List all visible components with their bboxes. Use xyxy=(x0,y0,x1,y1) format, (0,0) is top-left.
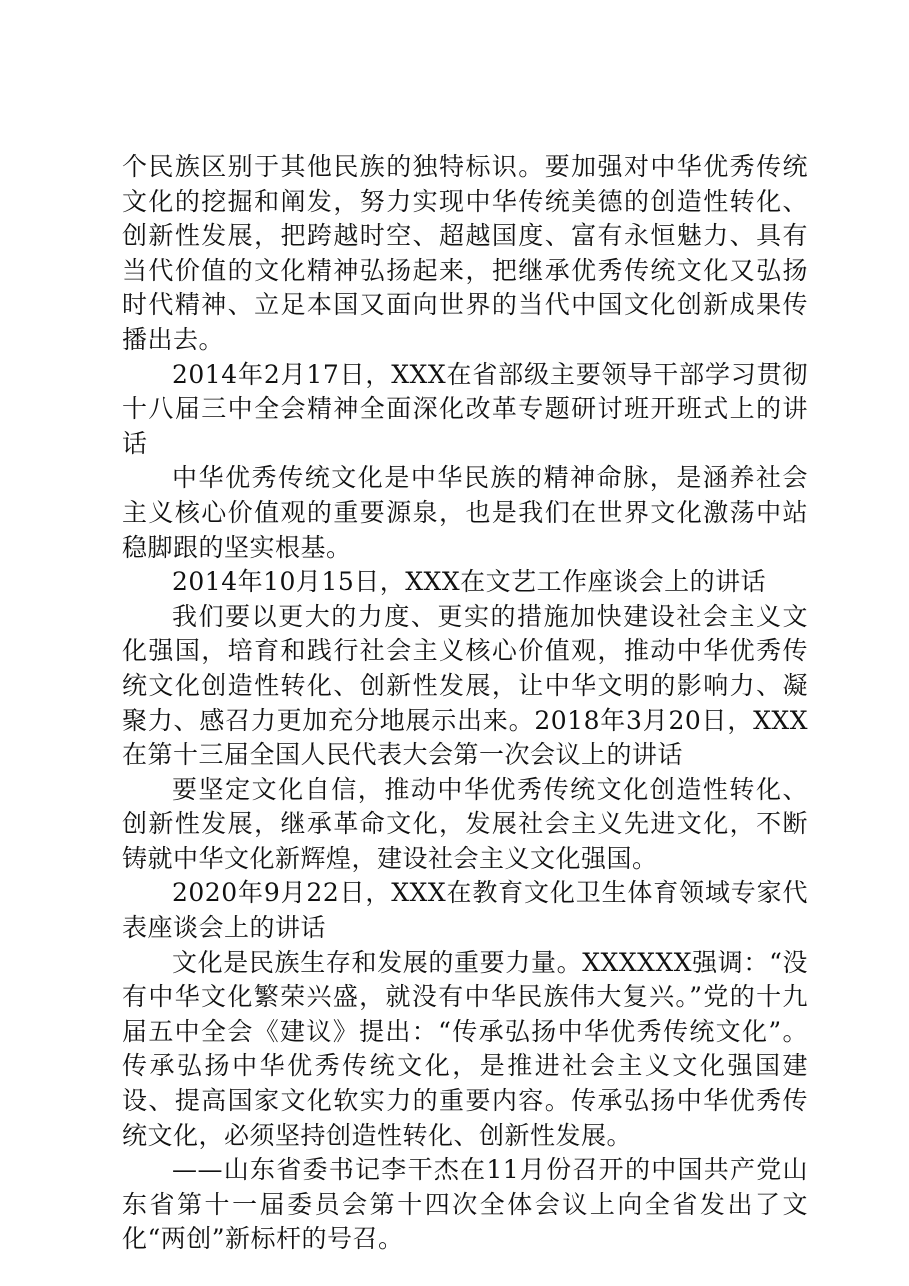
paragraph-3: 中华优秀传统文化是中华民族的精神命脉，是涵养社会主义核心价值观的重要源泉，也是我们在世界文化激荡中站稳脚跟的坚实根基。 xyxy=(122,463,808,562)
paragraph-7: 2020年9月22日，XXX在教育文化卫生体育领域专家代表座谈会上的讲话 xyxy=(122,878,808,943)
paragraph-6: 要坚定文化自信，推动中华优秀传统文化创造性转化、创新性发展，继承革命文化，发展社会主义先进文化，不断铸就中华文化新辉煌，建设社会主义文化强国。 xyxy=(122,774,808,873)
document-body xyxy=(122,150,808,1257)
paragraph-1: 个民族区别于其他民族的独特标识。要加强对中华优秀传统文化的挖掘和阐发，努力实现中华传统美德的创造性转化、创新性发展，把跨越时空、超越国度、富有永恒魅力、具有当代价值的文化精神弘扬起来，把继承优秀传统文化又弘扬时代精神、立足本国又面向世界的当代中国文化创新成果传播出去。 xyxy=(122,152,808,354)
paragraph-8: 文化是民族生存和发展的重要力量。XXXXXX强调：“没有中华文化繁荣兴盛，就没有中华民族伟大复兴。”党的十九届五中全会《建议》提出：“传承弘扬中华优秀传统文化”。传承弘扬中华优秀传统文化，是推进社会主义文化强国建设、提高国家文化软实力的重要内容。传承弘扬中华优秀传统文化，必须坚持创造性转化、创新性发展。 xyxy=(122,947,808,1150)
paragraph-9: ——山东省委书记李干杰在11月份召开的中国共产党山东省第十一届委员会第十四次全体会议上向全省发出了文化“两创”新标杆的号召。 xyxy=(122,1155,808,1254)
paragraph-4: 2014年10月15日，XXX在文艺工作座谈会上的讲话 xyxy=(172,567,767,597)
paragraph-2: 2014年2月17日，XXX在省部级主要领导干部学习贯彻十八届三中全会精神全面深化改革专题研讨班开班式上的讲话 xyxy=(122,359,808,458)
paragraph-5: 我们要以更大的力度、更实的措施加快建设社会主义文化强国，培育和践行社会主义核心价值观，推动中华优秀传统文化创造性转化、创新性发展，让中华文明的影响力、凝聚力、感召力更加充分地展示出来。2018年3月20日，XXX在第十三届全国人民代表大会第一次会议上的讲话 xyxy=(122,601,808,770)
